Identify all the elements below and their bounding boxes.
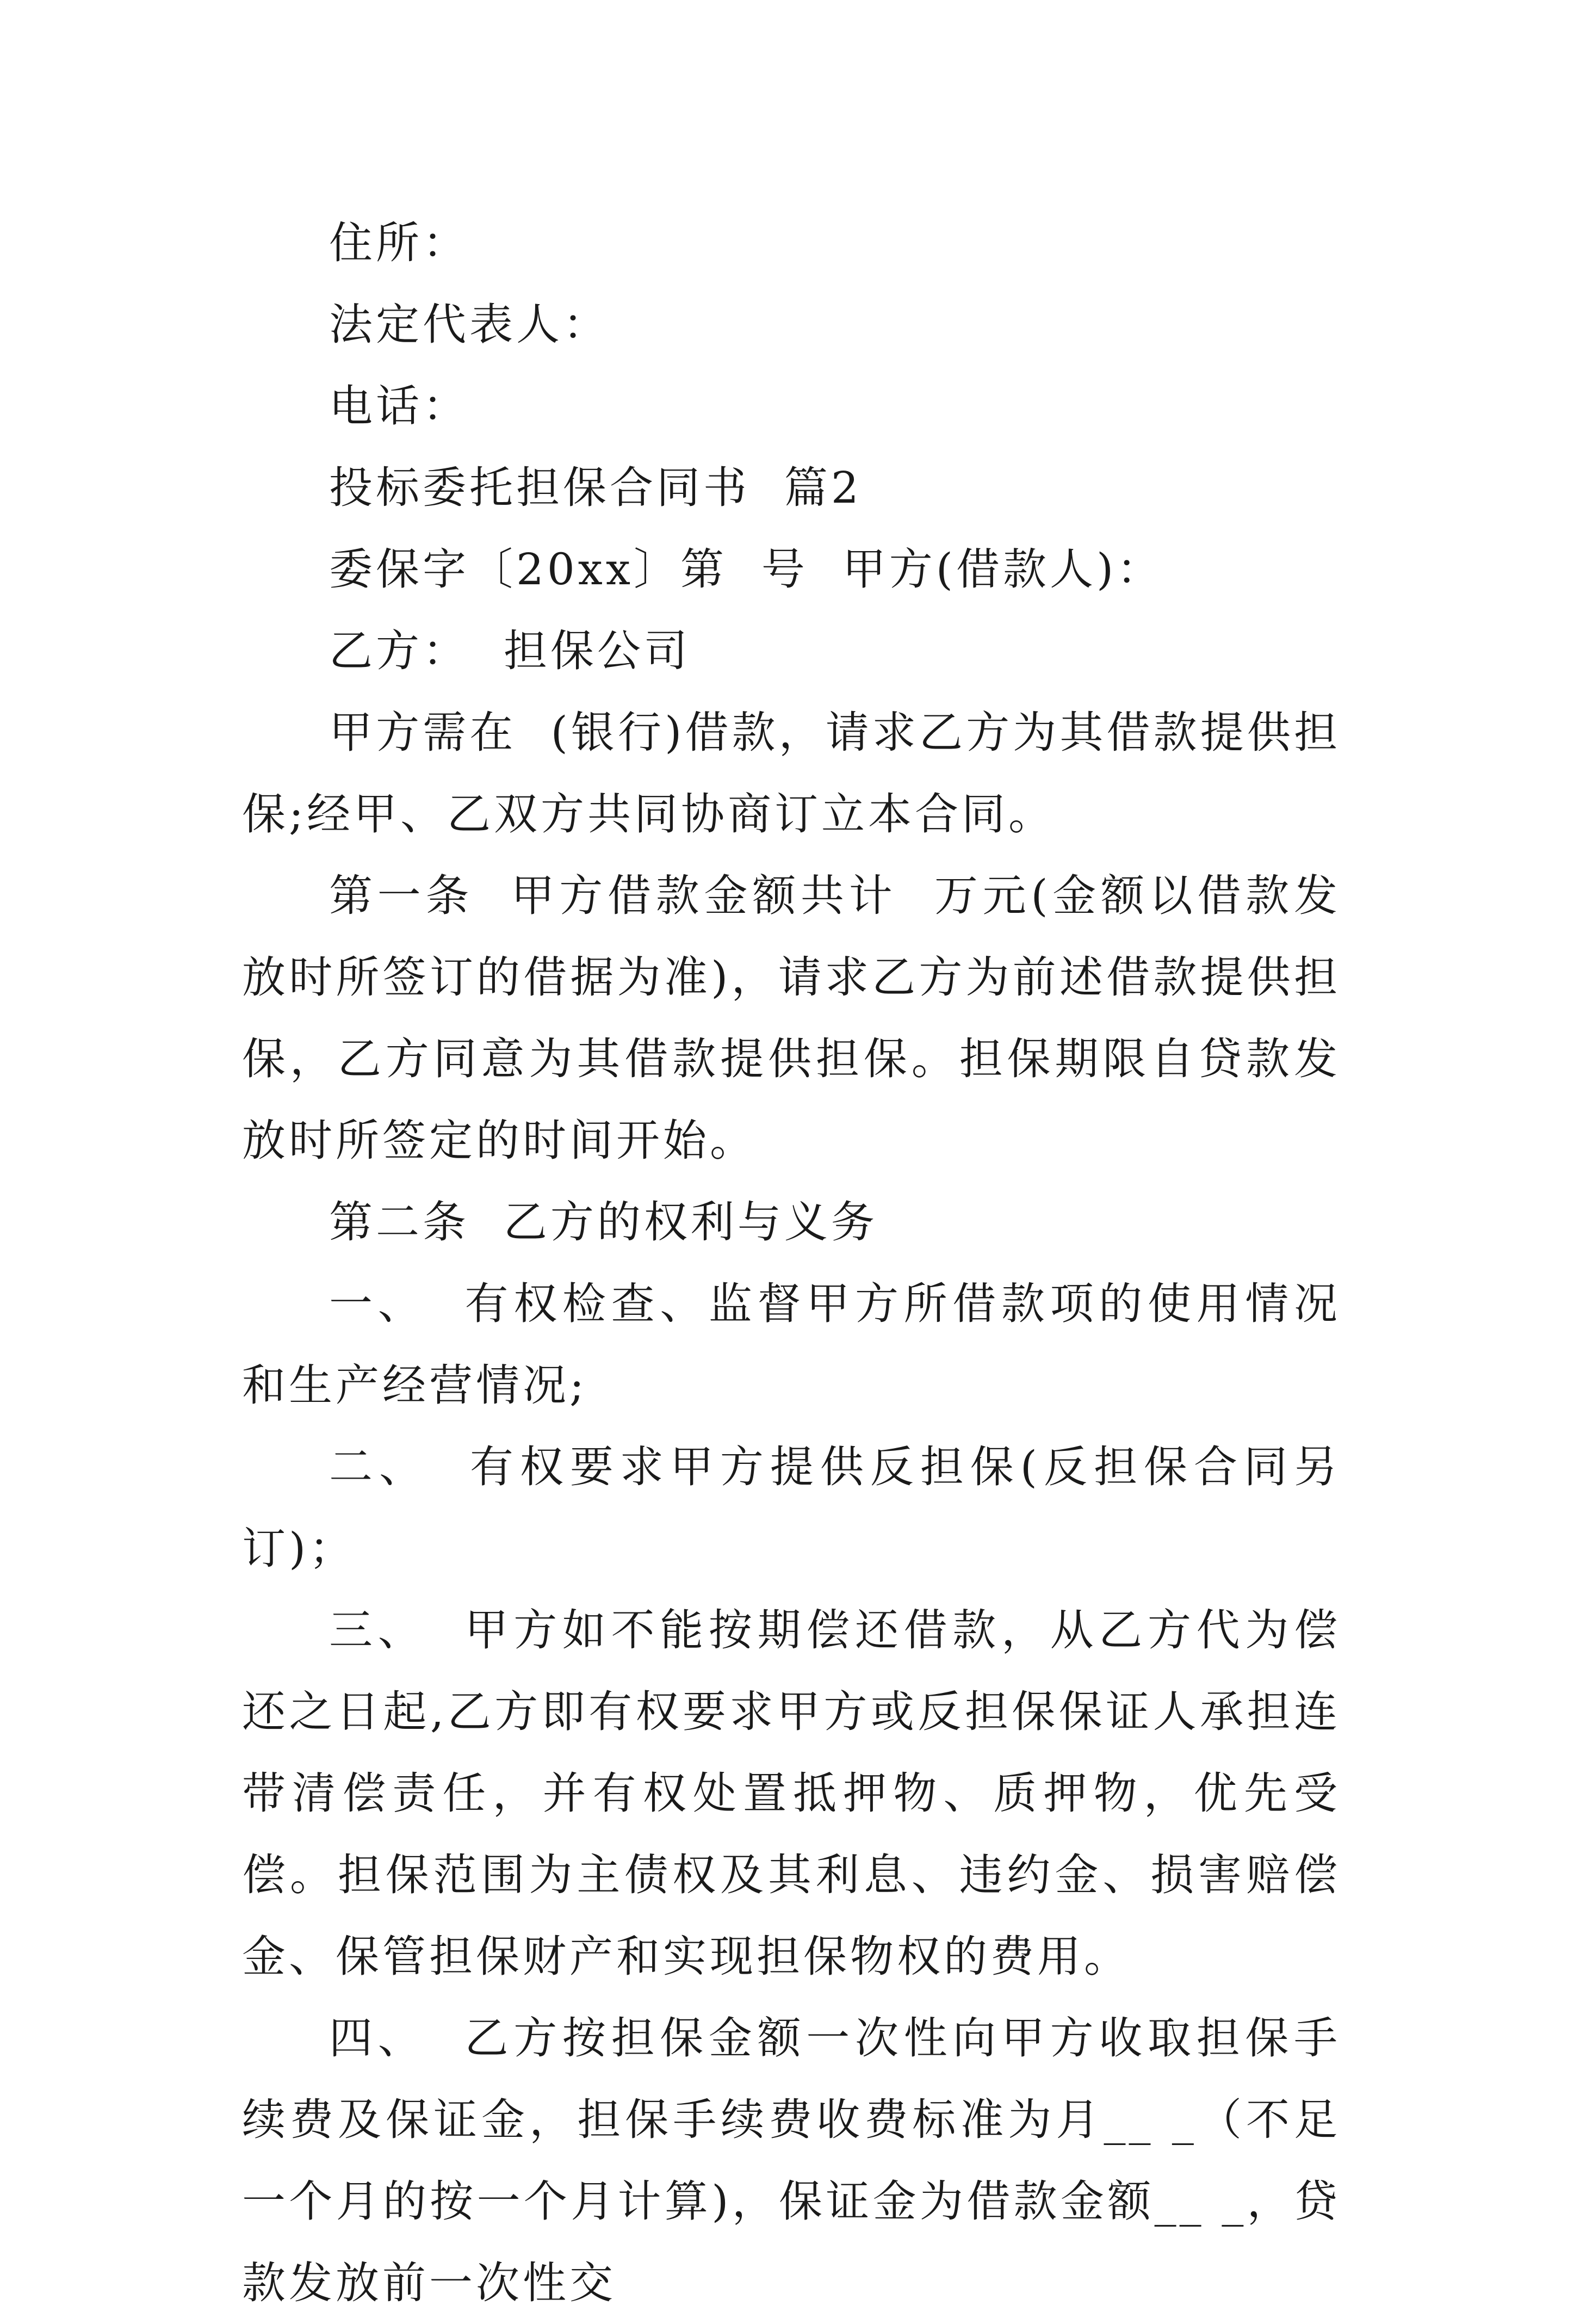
document-body	[242, 202, 1341, 2324]
paragraph-legal-representative: 法定代表人：	[329, 299, 610, 350]
paragraph-address: 住所：	[329, 218, 469, 268]
paragraph-clause-2: 二、 有权要求甲方提供反担保(反担保合同另订)；	[242, 1442, 1341, 1574]
paragraph-party-b: 乙方： 担保公司	[329, 626, 691, 676]
section-title: 投标委托担保合同书 篇2	[329, 462, 862, 513]
paragraph-clause-4: 四、 乙方按担保金额一次性向甲方收取担保手续费及保证金，担保手续费收费标准为月__ _（不足一个月的按一个月计算)，保证金为借款金额__ _，贷款发放前一次性交	[242, 2013, 1341, 2308]
paragraph-phone: 电话：	[329, 381, 469, 431]
paragraph-article-2-heading: 第二条 乙方的权利与义务	[329, 1197, 878, 1247]
paragraph-article-1: 第一条 甲方借款金额共计 万元(金额以借款发放时所签订的借据为准)，请求乙方为前述借款提供担保，乙方同意为其借款提供担保。担保期限自贷款发放时所签定的时间开始。	[242, 870, 1341, 1166]
paragraph-clause-1: 一、 有权检查、监督甲方所借款项的使用情况和生产经营情况;	[242, 1278, 1341, 1411]
paragraph-contract-number: 委保字〔20xx〕第 号 甲方(借款人)：	[329, 544, 1164, 595]
paragraph-preamble: 甲方需在 (银行)借款，请求乙方为其借款提供担保;经甲、乙双方共同协商订立本合同。	[242, 707, 1341, 839]
paragraph-clause-3: 三、 甲方如不能按期偿还借款，从乙方代为偿还之日起,乙方即有权要求甲方或反担保保证人承担连带清偿责任，并有权处置抵押物、质押物，优先受偿。担保范围为主债权及其利息、违约金、损害赔偿金、保管担保财产和实现担保物权的费用。	[242, 1605, 1341, 1982]
